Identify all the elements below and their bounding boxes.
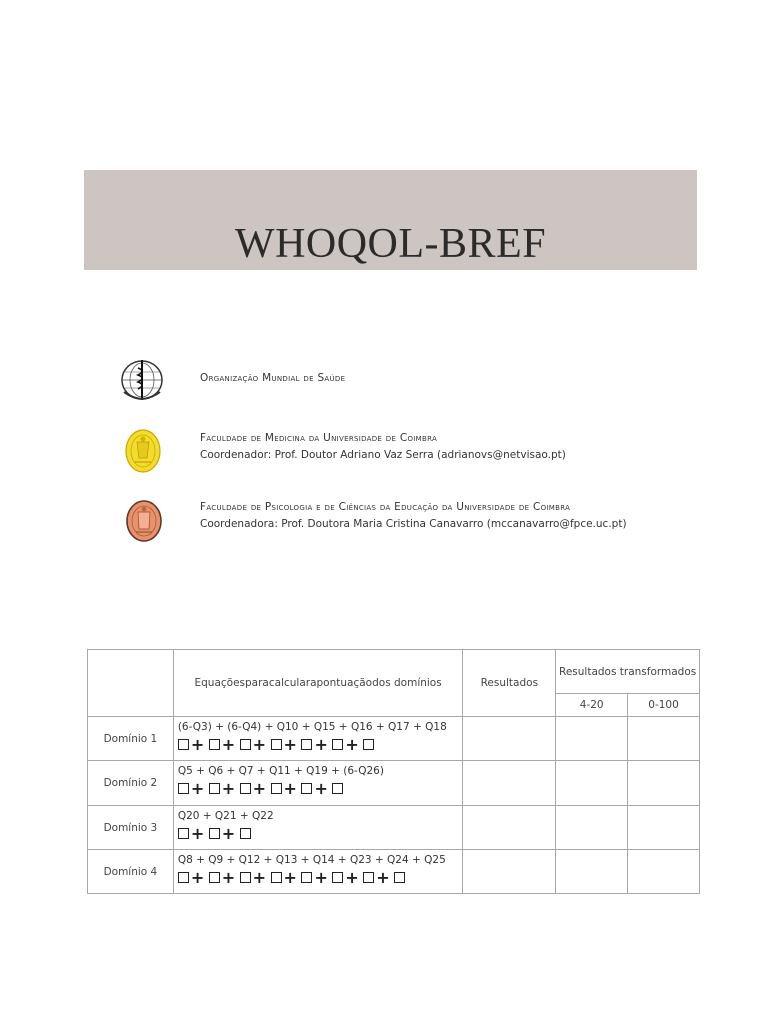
page-title: WHOQOL-BREF [234,221,547,267]
plus-icon: + [252,735,267,754]
plus-icon: + [221,868,236,887]
who-logo-icon [118,358,166,402]
domain-label: Domínio 1 [88,717,174,761]
domain-label: Domínio 3 [88,806,174,850]
org-name: Faculdade de Medicina da Universidade de Coimbra [200,432,438,444]
org-coordinator: Coordenadora: Prof. Doutora Maria Cristina Canavarro (mccanavarro@fpce.uc.pt) [200,518,627,530]
plus-icon: + [221,824,236,843]
plus-icon: + [190,779,205,798]
plus-icon: + [345,735,360,754]
result-0-100-input[interactable] [628,806,700,850]
blank-box-icon [209,828,220,839]
result-4-20-input[interactable] [556,850,628,894]
plus-icon: + [252,868,267,887]
domain-label: Domínio 2 [88,761,174,806]
result-input[interactable] [463,850,556,894]
blank-box-icon [301,872,312,883]
plus-icon: + [190,735,205,754]
plus-icon: + [190,868,205,887]
title-band [84,170,697,270]
domain-scores-table [87,649,700,894]
blank-box-icon [209,872,220,883]
header-empty [88,650,174,717]
table-row [88,850,700,894]
equation-text: (6-Q3) + (6-Q4) + Q10 + Q15 + Q16 + Q17 + Q18 [177,721,447,733]
plus-icon: + [283,779,298,798]
plus-icon: + [252,779,267,798]
plus-icon: + [314,779,329,798]
org-psychology [200,501,627,530]
blank-box-icon [178,739,189,750]
plus-icon: + [221,779,236,798]
result-input[interactable] [463,806,556,850]
plus-icon: + [314,868,329,887]
plus-icon: + [283,735,298,754]
blank-box-icon [240,828,251,839]
blank-box-icon [332,872,343,883]
blank-box-icon [332,739,343,750]
equation-boxes [178,779,463,798]
plus-icon: + [314,735,329,754]
header-scale-4-20: 4-20 [556,694,628,717]
blank-box-icon [271,783,282,794]
equation-cell [173,761,463,806]
plus-icon: + [345,868,360,887]
plus-icon: + [283,868,298,887]
org-name: Organização Mundial de Saúde [200,372,346,384]
org-coordinator: Coordenador: Prof. Doutor Adriano Vaz Serra (adrianovs@netvisao.pt) [200,449,566,461]
plus-icon: + [376,868,391,887]
equation-boxes [178,824,463,843]
blank-box-icon [363,739,374,750]
header-results: Resultados [463,650,556,717]
table-row [88,717,700,761]
blank-box-icon [271,739,282,750]
equation-cell [173,717,463,761]
blank-box-icon [332,783,343,794]
table-row [88,806,700,850]
blank-box-icon [178,828,189,839]
result-0-100-input[interactable] [628,850,700,894]
result-4-20-input[interactable] [556,717,628,761]
result-input[interactable] [463,761,556,806]
blank-box-icon [271,872,282,883]
header-equations: Equaçõesparacalcularapontuaçãodos domínios [173,650,463,717]
plus-icon: + [190,824,205,843]
domain-label: Domínio 4 [88,850,174,894]
psychology-seal-icon [125,499,163,543]
blank-box-icon [240,872,251,883]
org-who [200,372,345,384]
equation-boxes [178,735,463,754]
result-0-100-input[interactable] [628,761,700,806]
equation-cell [173,806,463,850]
equation-boxes [178,868,463,887]
blank-box-icon [240,783,251,794]
result-input[interactable] [463,717,556,761]
blank-box-icon [363,872,374,883]
blank-box-icon [240,739,251,750]
blank-box-icon [209,739,220,750]
equation-cell [173,850,463,894]
result-4-20-input[interactable] [556,761,628,806]
org-name: Faculdade de Psicologia e de Ciências da Educação da Universidade de Coimbra [200,501,571,513]
equation-text: Q8 + Q9 + Q12 + Q13 + Q14 + Q23 + Q24 + Q25 [177,854,446,866]
table-row [88,761,700,806]
result-4-20-input[interactable] [556,806,628,850]
blank-box-icon [178,783,189,794]
blank-box-icon [209,783,220,794]
equation-text: Q5 + Q6 + Q7 + Q11 + Q19 + (6-Q26) [177,765,384,777]
blank-box-icon [178,872,189,883]
header-transformed: Resultados transformados [556,650,700,694]
header-scale-0-100: 0-100 [628,694,700,717]
blank-box-icon [301,739,312,750]
equation-text: Q20 + Q21 + Q22 [177,810,274,822]
blank-box-icon [301,783,312,794]
medicine-seal-icon [124,428,162,474]
blank-box-icon [394,872,405,883]
result-0-100-input[interactable] [628,717,700,761]
plus-icon: + [221,735,236,754]
org-medicine [200,432,566,461]
